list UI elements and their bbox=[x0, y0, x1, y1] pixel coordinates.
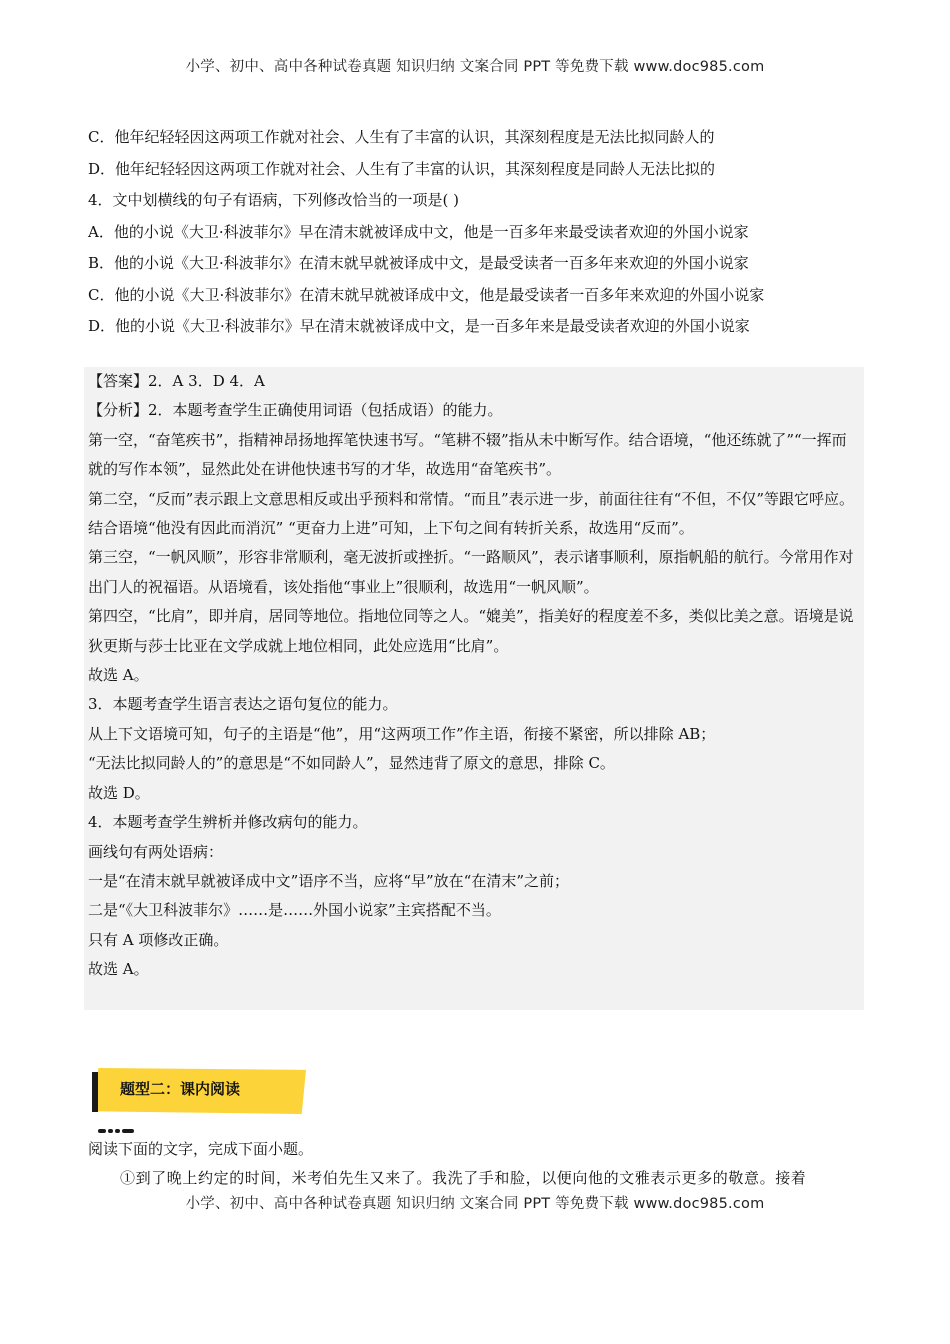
option-line: C．他年纪轻轻因这两项工作就对社会、人生有了丰富的认识，其深刻程度是无法比拟同龄人的 bbox=[88, 128, 715, 146]
section-heading-tag bbox=[92, 1068, 306, 1118]
analysis-line: 3．本题考查学生语言表达之语句复位的能力。 bbox=[88, 695, 398, 714]
reading-paragraph: ①到了晚上约定的时间，米考伯先生又来了。我洗了手和脸，以便向他的文雅表示更多的敬意。接着 bbox=[120, 1169, 807, 1187]
analysis-line: 故选 A。 bbox=[88, 960, 149, 979]
analysis-line: 只有 A 项修改正确。 bbox=[88, 930, 229, 949]
page-header: 小学、初中、高中各种试卷真题 知识归纳 文案合同 PPT 等免费下载 www.doc985.com bbox=[185, 59, 765, 75]
analysis-line: 故选 A。 bbox=[88, 666, 149, 685]
analysis-line: 【分析】2．本题考查学生正确使用词语（包括成语）的能力。 bbox=[88, 401, 503, 420]
answer-analysis-box bbox=[84, 367, 864, 1010]
question-stem: 4．文中划横线的句子有语病，下列修改恰当的一项是( ) bbox=[88, 191, 460, 209]
option-line: A．他的小说《大卫·科波菲尔》早在清末就被译成中文，他是一百多年来最受读者欢迎的外国小说家 bbox=[88, 222, 749, 241]
answer-line: 【答案】2．A 3．D 4．A bbox=[88, 372, 265, 390]
analysis-line: 二是“《大卫科波菲尔》……是……外国小说家”主宾搭配不当。 bbox=[88, 901, 501, 920]
decorative-dashes bbox=[98, 1118, 148, 1124]
section-tag-edge bbox=[92, 1072, 98, 1112]
reading-instruction: 阅读下面的文字，完成下面小题。 bbox=[88, 1140, 314, 1158]
option-line: C．他的小说《大卫·科波菲尔》在清末就早就被译成中文，他是最受读者一百多年来欢迎的外国小说家 bbox=[88, 285, 765, 304]
question-options bbox=[88, 122, 868, 343]
option-line: D．他的小说《大卫·科波菲尔》早在清末就被译成中文，是一百多年来是最受读者欢迎的外国小说家 bbox=[88, 317, 750, 335]
analysis-line: 第三空，“一帆风顺”，形容非常顺利，毫无波折或挫折。“一路顺风”，表示诸事顺利，原指帆船的航行。今常用作对出门人的祝福语。从语境看，该处指他“事业上”很顺利，故选用“一帆风顺”。 bbox=[88, 548, 854, 596]
analysis-line: 从上下文语境可知，句子的主语是“他”，用“这两项工作”作主语，衔接不紧密，所以排除 AB； bbox=[88, 724, 716, 743]
section-title: 题型二：课内阅读 bbox=[120, 1080, 241, 1098]
analysis-line: 一是“在清末就早就被译成中文”语序不当，应将“早”放在“在清末”之前； bbox=[88, 871, 570, 890]
analysis-line: “无法比拟同龄人的”的意思是“不如同龄人”，显然违背了原文的意思，排除 C。 bbox=[88, 754, 615, 773]
option-line: B．他的小说《大卫·科波菲尔》在清末就早就被译成中文，是最受读者一百多年来欢迎的外国小说家 bbox=[88, 254, 749, 272]
page-footer: 小学、初中、高中各种试卷真题 知识归纳 文案合同 PPT 等免费下载 www.doc985.com bbox=[185, 1196, 765, 1212]
analysis-line: 4．本题考查学生辨析并修改病句的能力。 bbox=[88, 813, 368, 832]
analysis-line: 第二空，“反而”表示跟上文意思相反或出乎预料和常情。“而且”表示进一步，前面往往有“不但，不仅”等跟它呼应。结合语境“他没有因此而消沉” “更奋力上进”可知，上下句之间有转折关系，故选用“反而”。 bbox=[88, 489, 855, 538]
analysis-line: 第四空，“比肩”，即并肩，居同等地位。指地位同等之人。“媲美”，指美好的程度差不多，类似比美之意。语境是说狄更斯与莎士比亚在文学成就上地位相同，此处应选用“比肩”。 bbox=[88, 607, 854, 655]
option-line: D．他年纪轻轻因这两项工作就对社会、人生有了丰富的认识，其深刻程度是同龄人无法比拟的 bbox=[88, 159, 716, 178]
analysis-line: 故选 D。 bbox=[88, 783, 150, 802]
analysis-line: 画线句有两处语病： bbox=[88, 842, 224, 861]
analysis-line: 第一空，“奋笔疾书”，指精神昂扬地挥笔快速书写。“笔耕不辍”指从未中断写作。结合语境，“他还练就了”“一挥而就的写作本领”，显然此处在讲他快速书写的才华，故选用“奋笔疾书”。 bbox=[88, 430, 847, 479]
